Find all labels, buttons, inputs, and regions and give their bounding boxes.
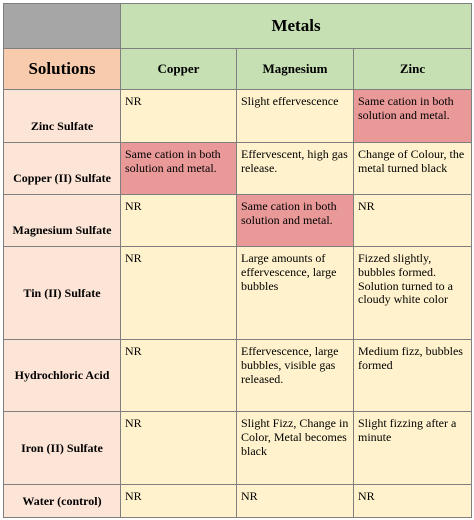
table-row-tin-sulfate: [4, 247, 472, 340]
row-label-hydrochloric-acid: Hydrochloric Acid: [4, 340, 121, 412]
row-label-water-control: Water (control): [4, 485, 121, 518]
cell-tin-sulfate-copper: NR: [121, 247, 237, 340]
solutions-header: Solutions: [4, 49, 121, 90]
cell-copper-sulfate-copper: Same cation in both solution and metal.: [121, 143, 237, 195]
cell-hydrochloric-acid-magnesium: Effervescence, large bubbles, visible gas released.: [237, 340, 354, 412]
corner-cell: [4, 4, 121, 49]
column-header-magnesium: Magnesium: [237, 49, 354, 90]
table-row-hydrochloric-acid: [4, 340, 472, 412]
cell-zinc-sulfate-zinc: Same cation in both solution and metal.: [354, 90, 472, 143]
cell-tin-sulfate-magnesium: Large amounts of effervescence, large bubbles: [237, 247, 354, 340]
cell-zinc-sulfate-copper: NR: [121, 90, 237, 143]
row-label-magnesium-sulfate: Magnesium Sulfate: [4, 195, 121, 247]
cell-tin-sulfate-zinc: Fizzed slightly, bubbles formed. Solution turned to a cloudy white color: [354, 247, 472, 340]
cell-copper-sulfate-zinc: Change of Colour, the metal turned black: [354, 143, 472, 195]
cell-hydrochloric-acid-zinc: Medium fizz, bubbles formed: [354, 340, 472, 412]
row-label-copper-sulfate: Copper (II) Sulfate: [4, 143, 121, 195]
row-label-tin-sulfate: Tin (II) Sulfate: [4, 247, 121, 340]
cell-water-control-copper: NR: [121, 485, 237, 518]
cell-zinc-sulfate-magnesium: Slight effervescence: [237, 90, 354, 143]
table-row-copper-sulfate: [4, 143, 472, 195]
cell-water-control-zinc: NR: [354, 485, 472, 518]
column-header-copper: Copper: [121, 49, 237, 90]
row-label-zinc-sulfate: Zinc Sulfate: [4, 90, 121, 143]
table-row-magnesium-sulfate: [4, 195, 472, 247]
column-header-row: [4, 49, 472, 90]
cell-magnesium-sulfate-zinc: NR: [354, 195, 472, 247]
metals-header: Metals: [121, 4, 472, 49]
cell-copper-sulfate-magnesium: Effervescent, high gas release.: [237, 143, 354, 195]
cell-iron-sulfate-magnesium: Slight Fizz, Change in Color, Metal becomes black: [237, 412, 354, 485]
row-label-iron-sulfate: Iron (II) Sulfate: [4, 412, 121, 485]
cell-magnesium-sulfate-copper: NR: [121, 195, 237, 247]
cell-iron-sulfate-copper: NR: [121, 412, 237, 485]
table-row-iron-sulfate: [4, 412, 472, 485]
metals-header-row: [4, 4, 472, 49]
cell-iron-sulfate-zinc: Slight fizzing after a minute: [354, 412, 472, 485]
table-row-zinc-sulfate: [4, 90, 472, 143]
table-row-water-control: [4, 485, 472, 518]
cell-magnesium-sulfate-magnesium: Same cation in both solution and metal.: [237, 195, 354, 247]
results-table-frame: [3, 3, 471, 517]
column-header-zinc: Zinc: [354, 49, 472, 90]
reactivity-table: [3, 3, 472, 518]
cell-hydrochloric-acid-copper: NR: [121, 340, 237, 412]
cell-water-control-magnesium: NR: [237, 485, 354, 518]
